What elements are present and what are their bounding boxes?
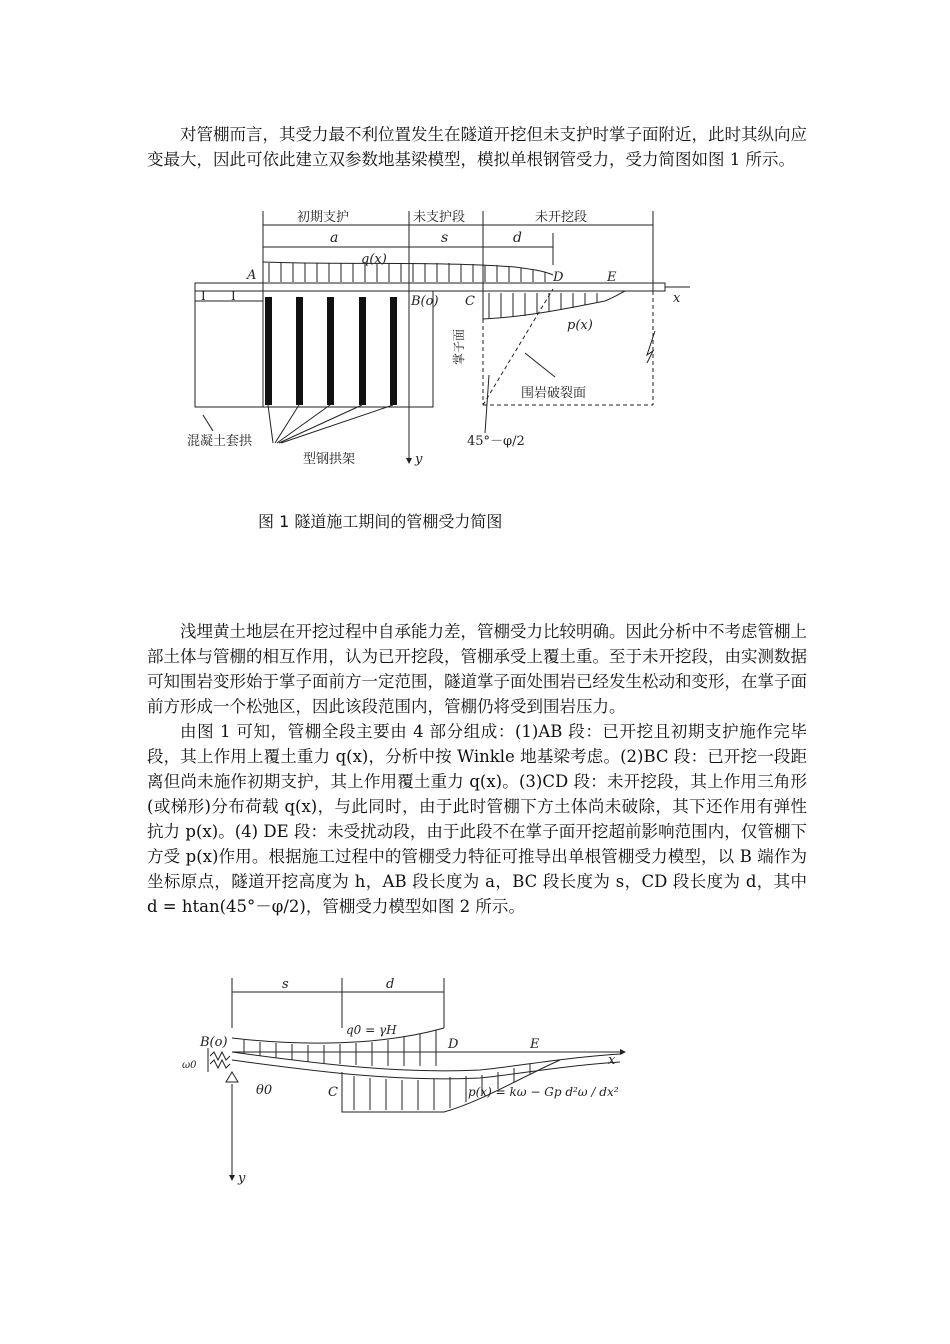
fig2-theta0: θ0 xyxy=(256,1083,273,1098)
fig2-axis-x: x xyxy=(608,1053,616,1068)
paragraph-intro xyxy=(147,122,807,172)
dim-d: d xyxy=(513,230,522,246)
paragraph-intro-text: 对管棚而言，其受力最不利位置发生在隧道开挖但未支护时掌子面附近，此时其纵向应变最大，因此可依此建立双参数地基梁模型，模拟单根钢管受力，受力简图如图 1 所示。 xyxy=(147,125,807,169)
fig2-dim-d: d xyxy=(386,977,395,992)
point-D: D xyxy=(553,270,564,285)
paragraph-analysis-1: 浅埋黄土地层在开挖过程中自承能力差，管棚受力比较明确。因此分析中不考虑管棚上部土体与管棚的相互作用，认为已开挖段，管棚承受上覆土重。至于未开挖段，由实测数据可知围岩变形始于掌子面前方一定范围，隧道掌子面处围岩已经发生松动和变形，在掌子面前方形成一个松弛区，因此该段范围内，管棚仍将受到围岩压力。 xyxy=(147,622,807,716)
steel-ribs xyxy=(265,297,397,405)
load-p-label: p(x) xyxy=(567,318,593,333)
dim-a: a xyxy=(330,230,339,246)
paragraph-analysis xyxy=(147,619,807,919)
axis-y-label: y xyxy=(415,452,423,467)
fig2-q0: q0 = γH xyxy=(346,1023,397,1037)
angle-label: 45°－φ/2 xyxy=(467,434,525,449)
fig2-point-B: B(o) xyxy=(200,1035,228,1050)
fig2-point-C: C xyxy=(328,1085,338,1100)
face-label: 掌子面 xyxy=(452,328,466,365)
figure-2-diagram xyxy=(180,968,660,1198)
fig2-p-formula: p(x) = kω − Gp d²ω / dx² xyxy=(468,1085,619,1099)
label-unexcavated: 未开挖段 xyxy=(535,210,588,225)
fig2-point-D: D xyxy=(448,1037,459,1052)
label-initial-support: 初期支护 xyxy=(297,210,350,225)
fig2-dim-s: s xyxy=(282,977,289,992)
figure-1-diagram xyxy=(185,205,705,475)
fracture-label: 围岩破裂面 xyxy=(521,386,587,401)
paragraph-analysis-2: 由图 1 可知，管棚全段主要由 4 部分组成：(1)AB 段：已开挖且初期支护施作完毕段，其上作用上覆土重力 q(x)，分析中按 Winkle 地基梁考虑。(2)BC 段：已开挖一段距离但尚未施作初期支护，其上作用覆土重力 q(x)。(3)CD 段：未开挖段，其上作用三角形(或梯形)分布荷载 q(x)，与此同时，由于此时管棚下方土体尚未破除，其下还作用有弹性抗力 p(x)。(4) DE 段：未受扰动段，由于此段不在掌子面开挖超前影响范围内，仅管棚下方受 p(x)作用。根据施工过程中的管棚受力特征可推导出单根管棚受力模型，以 B 端作为坐标原点，隧道开挖高度为 h，AB 段长度为 a，BC 段长度为 s，CD 段长度为 d，其中 d = htan(45°－φ/2)，管棚受力模型如图 2 所示。 xyxy=(147,722,807,916)
svg-text:I: I xyxy=(231,289,236,303)
load-q-label: q(x) xyxy=(361,252,387,267)
point-E: E xyxy=(607,270,617,285)
label-unsupported: 未支护段 xyxy=(413,210,466,225)
fig2-point-E: E xyxy=(530,1037,540,1052)
concrete-label: 混凝土套拱 xyxy=(187,434,253,449)
svg-text:I: I xyxy=(201,289,206,303)
concrete-arch xyxy=(195,291,263,407)
fig2-w0: ω0 xyxy=(182,1060,197,1071)
point-A: A xyxy=(247,268,257,283)
point-C: C xyxy=(465,294,475,309)
steel-label: 型钢拱架 xyxy=(303,452,356,467)
dim-s: s xyxy=(441,230,449,246)
point-B: B(o) xyxy=(411,294,439,309)
figure-1-caption: 图 1 隧道施工期间的管棚受力简图 xyxy=(258,512,503,531)
axis-x-label: x xyxy=(673,291,681,306)
fig2-axis-y: y xyxy=(238,1171,246,1186)
